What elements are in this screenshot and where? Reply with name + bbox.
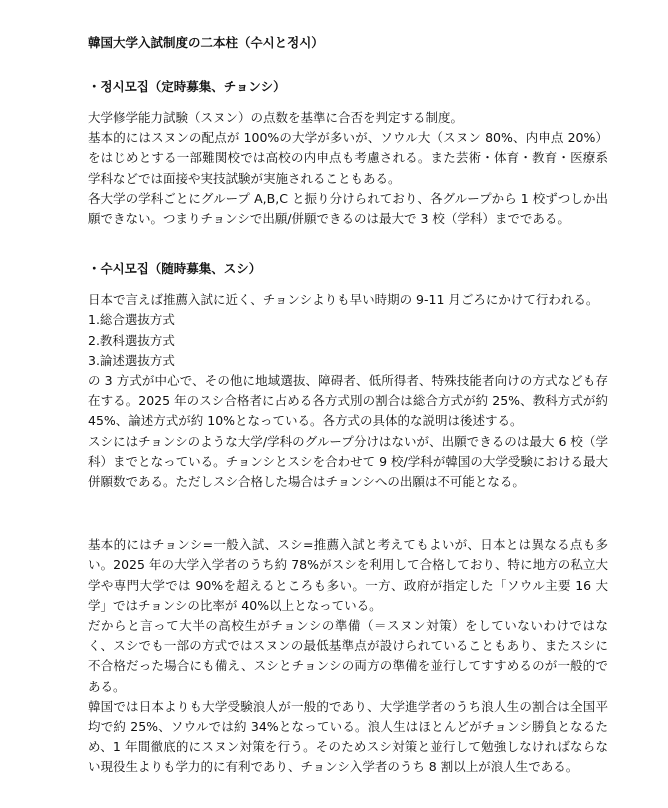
- paragraph: 各大学の学科ごとにグループ A,B,C と振り分けられており、各グループから 1 校ずつしか出願できない。つまりチョンシで出願/併願できるのは最大で 3 校（学科）までである。: [88, 190, 608, 227]
- section-heading-jeongsi: ・정시모집（定時募集、チョンシ）: [88, 79, 286, 94]
- list-item: 1.総合選抜方式: [88, 312, 175, 328]
- list-item: 3.論述選抜方式: [88, 352, 175, 368]
- document-title: 韓国大学入試制度の二本柱（수시と정시）: [88, 35, 324, 50]
- section-heading-susi: ・수시모집（随時募集、スシ）: [88, 261, 262, 277]
- spacer: [88, 492, 608, 535]
- paragraph: の 3 方式が中心で、その他に地域選抜、障碍者、低所得者、特殊技能者向けの方式なども存在する。2025 年のスシ合格者に占める各方式別の割合は総合方式が約 25%、教科方式が約 45%、論述方式が約 10%となっている。各方式の具体的な説明は後述する。: [88, 373, 608, 429]
- paragraph: 大学修学能力試験（スヌン）の点数を基準に合否を判定する制度。: [88, 110, 464, 125]
- paragraph: 韓国では日本よりも大学受験浪人が一般的であり、大学進学者のうち浪人生の割合は全国平均で約 25%、ソウルでは約 34%となっている。浪人生はほとんどがチョンシ勝負となるため、1 年間徹底的にスヌン対策を行う。そのためスシ対策と並行して勉強しなければならない現役生よりも学力的に有利であり、チョンシ入学者のうち 8 割以上が浪人生である。: [88, 698, 608, 775]
- section-jeongsi: [88, 77, 608, 229]
- paragraph: 基本的にはチョンシ=一般入試、スシ=推薦入試と考えてもよいが、日本とは異なる点も多い。2025 年の大学入学者のうち約 78%がスシを利用して合格しており、特に地方の私立大学や専門大学では 90%を超えるところも多い。一方、政府が指定した「ソウル主要 16 大学」ではチョンシの比率が 40%以上となっている。: [88, 537, 608, 613]
- paragraph: だからと言って大半の高校生がチョンシの準備（＝スヌン対策）をしていないわけではなく、スシでも一部の方式ではスヌンの最低基準点が設けられていることもあり、またスシに不合格だった場合にも備え、スシとチョンシの両方の準備を並行してすすめるのが一般的である。: [88, 618, 608, 694]
- paragraph: 日本で言えば推薦入試に近く、チョンシよりも早い時期の 9-11 月ごろにかけて行われる。: [88, 292, 599, 308]
- section-summary: [88, 535, 608, 777]
- spacer: [88, 229, 608, 259]
- paragraph: スシにはチョンシのような大学/学科のグループ分けはないが、出願できるのは最大 6 校（学科）までとなっている。チョンシとスシを合わせて 9 校/学科が韓国の大学受験における最大併願数である。ただしスシ合格した場合はチョンシへの出願は不可能となる。: [88, 433, 608, 490]
- list-item: 2.教科選抜方式: [88, 332, 175, 348]
- section-susi: [88, 259, 608, 492]
- paragraph: 基本的にはスヌンの配点が 100%の大学が多いが、ソウル大（スヌン 80%、内申点 20%）をはじめとする一部難関校では高校の内申点も考慮される。また芸術・体育・教育・医療系学科などでは面接や実技試験が実施されることもある。: [88, 130, 608, 186]
